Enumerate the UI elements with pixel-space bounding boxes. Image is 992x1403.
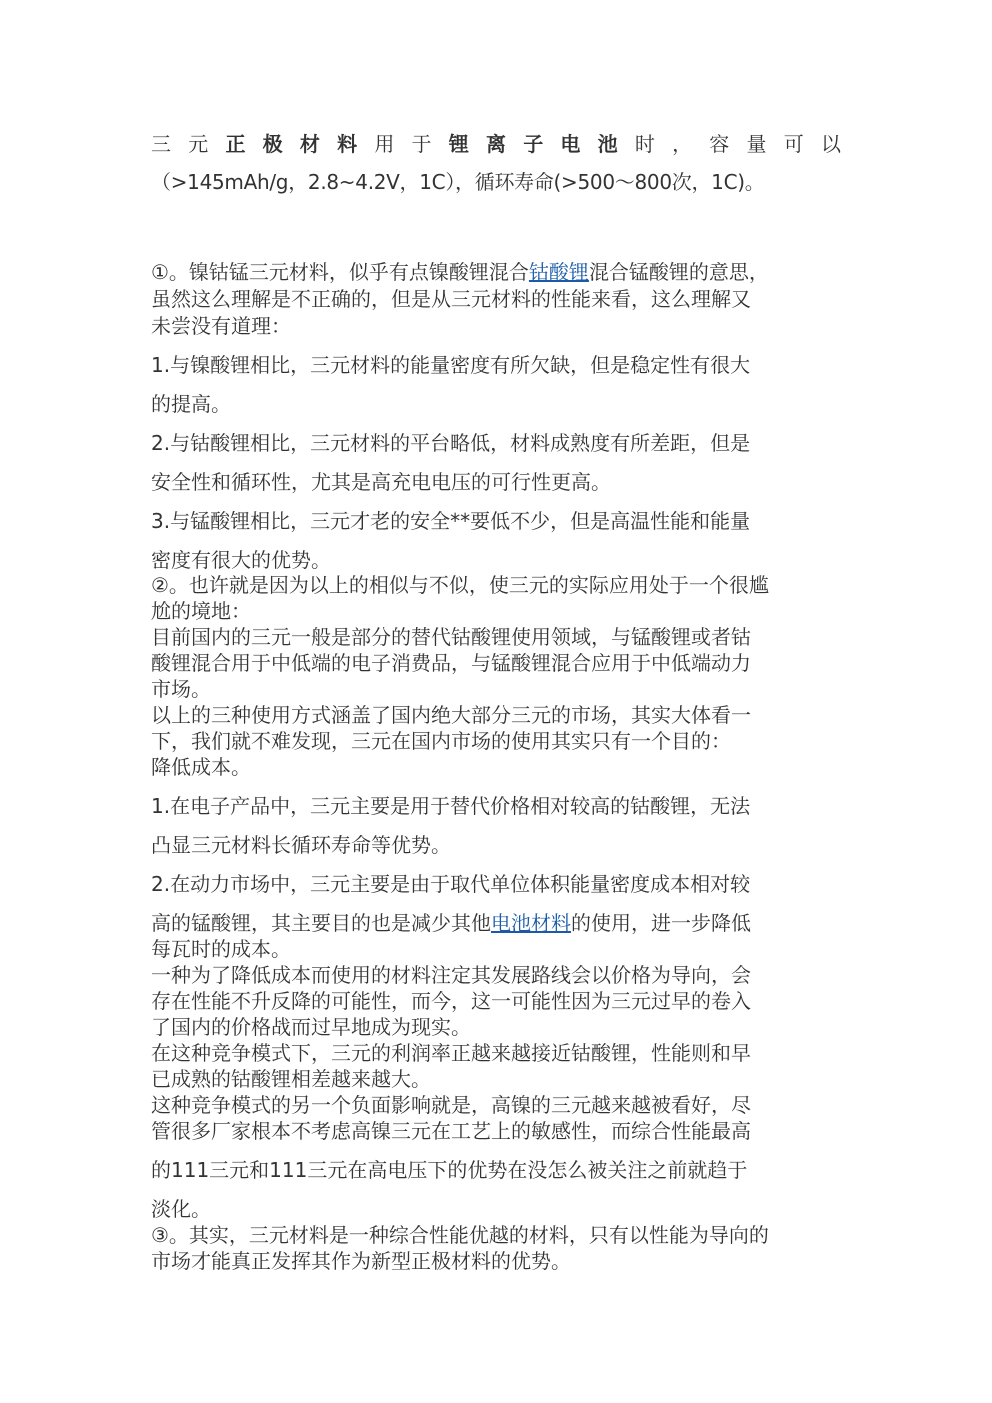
section2-line-3: 目前国内的三元一般是部分的替代钴酸锂使用领域，与锰酸锂或者钴 [151, 625, 751, 649]
bold-term-char: 极 [262, 132, 283, 156]
section4-line-1: ③。其实，三元材料是一种综合性能优越的材料，只有以性能为导向的 [151, 1223, 769, 1247]
section1-text-b: 混合锰酸锂的意思， [588, 260, 769, 284]
item1-line-1: 1.在电子产品中，三元主要是用于替代价格相对较高的钴酸锂，无法 [151, 794, 751, 818]
bold-term-char: 锂 [448, 132, 469, 156]
bold-term-char: 离 [485, 132, 506, 156]
section3-line-1: 一种为了降低成本而使用的材料注定其发展路线会以价格为导向，会 [151, 963, 751, 987]
bold-term-char: 池 [597, 132, 618, 156]
bold-term-char: 电 [560, 132, 581, 156]
intro-line-2: （>145mAh/g，2.8~4.2V，1C），循环寿命(>500～800次，1C)。 [151, 170, 765, 194]
section1-line-1 [151, 259, 841, 285]
point2-line-2: 安全性和循环性，尤其是高充电电压的可行性更高。 [151, 470, 611, 494]
section3-line-5: 已成熟的钴酸锂相差越来越大。 [151, 1067, 431, 1091]
intro-char: 用 [374, 132, 395, 156]
section3-line-9: 淡化。 [151, 1197, 211, 1221]
section3-line-7: 管很多厂家根本不考虑高镍三元在工艺上的敏感性，而综合性能最高 [151, 1119, 751, 1143]
section1-line-2: 虽然这么理解是不正确的，但是从三元材料的性能来看，这么理解又 [151, 287, 751, 311]
section2-line-5: 市场。 [151, 677, 211, 701]
section2-line-1: ②。也许就是因为以上的相似与不似，使三元的实际应用处于一个很尴 [151, 573, 769, 597]
item1-line-2: 凸显三元材料长循环寿命等优势。 [151, 833, 451, 857]
item2-text-a: 高的锰酸锂，其主要目的也是减少其他 [151, 911, 491, 935]
section2-line-7: 下，我们就不难发现，三元在国内市场的使用其实只有一个目的： [151, 729, 731, 753]
section3-line-6: 这种竞争模式的另一个负面影响就是，高镍的三元越来越被看好，尽 [151, 1093, 751, 1117]
intro-char: 以 [820, 132, 841, 156]
intro-line-1 [151, 131, 841, 157]
intro-char: 容 [709, 132, 730, 156]
intro-char: 时 [634, 132, 655, 156]
item2-line-3: 每瓦时的成本。 [151, 937, 291, 961]
intro-char: 三 [151, 132, 171, 156]
intro-char: 量 [746, 132, 767, 156]
section3-line-2: 存在性能不升反降的可能性，而今，这一可能性因为三元过早的卷入 [151, 989, 751, 1013]
section4-line-2: 市场才能真正发挥其作为新型正极材料的优势。 [151, 1249, 571, 1273]
point3-line-2: 密度有很大的优势。 [151, 548, 331, 572]
intro-char: 可 [783, 132, 804, 156]
section2-line-2: 尬的境地： [151, 599, 251, 623]
point3-line-1: 3.与锰酸锂相比，三元才老的安全**要低不少，但是高温性能和能量 [151, 509, 751, 533]
item2-line-2 [151, 910, 841, 936]
section1-text-a: ①。镍钴锰三元材料，似乎有点镍酸锂混合 [151, 260, 529, 284]
battery-material-link[interactable]: 电池材料 [491, 911, 571, 935]
item2-text-b: 的使用，进一步降低 [571, 911, 751, 935]
bold-term-char: 材 [299, 132, 320, 156]
point1-line-1: 1.与镍酸锂相比，三元材料的能量密度有所欠缺，但是稳定性有很大 [151, 353, 751, 377]
intro-char: ， [672, 132, 693, 156]
bold-term-char: 子 [523, 132, 544, 156]
section3-line-4: 在这种竞争模式下，三元的利润率正越来越接近钴酸锂，性能则和早 [151, 1041, 751, 1065]
section2-line-8: 降低成本。 [151, 755, 251, 779]
point1-line-2: 的提高。 [151, 392, 231, 416]
section1-line-3: 未尝没有道理： [151, 314, 291, 338]
cobalt-acid-lithium-link[interactable]: 钴酸锂 [528, 260, 589, 284]
section2-line-6: 以上的三种使用方式涵盖了国内绝大部分三元的市场，其实大体看一 [151, 703, 751, 727]
intro-char: 元 [188, 132, 209, 156]
bold-term-char: 料 [337, 132, 358, 156]
section3-line-8: 的111三元和111三元在高电压下的优势在没怎么被关注之前就趋于 [151, 1158, 748, 1182]
item2-line-1: 2.在动力市场中，三元主要是由于取代单位体积能量密度成本相对较 [151, 872, 751, 896]
point2-line-1: 2.与钴酸锂相比，三元材料的平台略低，材料成熟度有所差距，但是 [151, 431, 751, 455]
section3-line-3: 了国内的价格战而过早地成为现实。 [151, 1015, 471, 1039]
intro-char: 于 [411, 132, 432, 156]
section2-line-4: 酸锂混合用于中低端的电子消费品，与锰酸锂混合应用于中低端动力 [151, 651, 751, 675]
bold-term-char: 正 [225, 132, 246, 156]
